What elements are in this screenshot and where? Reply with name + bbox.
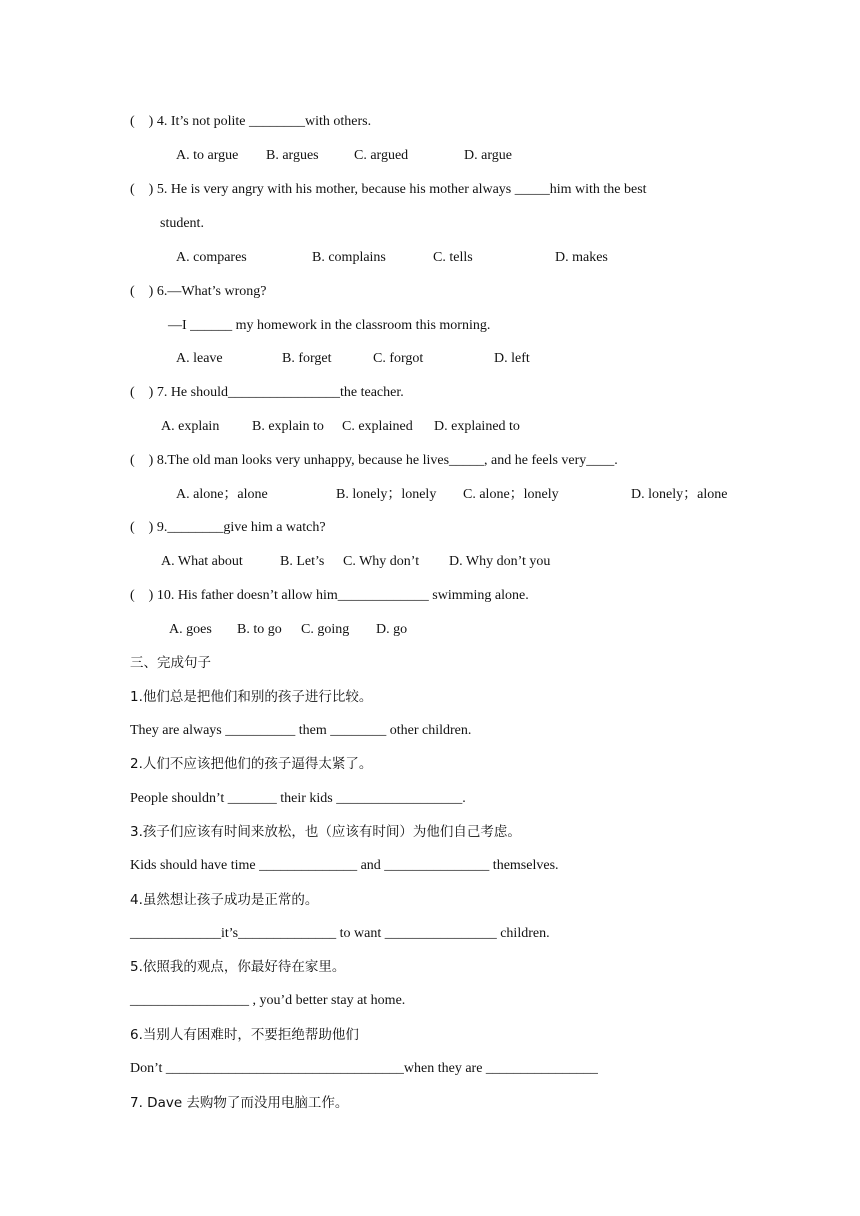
question-4-stem: ( ) 4. It’s not polite ________with others. bbox=[130, 114, 372, 129]
option-c: C. tells bbox=[433, 250, 473, 265]
option-b: B. complains bbox=[312, 250, 386, 265]
option-b: B. forget bbox=[282, 351, 332, 366]
option-d: D. go bbox=[376, 622, 408, 637]
option-a: A. leave bbox=[176, 351, 223, 366]
option-b: B. argues bbox=[266, 148, 319, 163]
option-a: A. explain bbox=[161, 419, 220, 434]
sentence-1-chinese: 1.他们总是把他们和别的孩子进行比较。 bbox=[130, 689, 373, 705]
option-b: B. explain to bbox=[252, 419, 324, 434]
question-9-stem: ( ) 9.________give him a watch? bbox=[130, 520, 326, 535]
option-d: D. Why don’t you bbox=[449, 554, 551, 569]
sentence-5-chinese: 5.依照我的观点，你最好待在家里。 bbox=[130, 959, 346, 975]
sentence-4-chinese: 4.虽然想让孩子成功是正常的。 bbox=[130, 892, 319, 908]
sentence-7-chinese: 7. Dave 去购物了而没用电脑工作。 bbox=[130, 1095, 349, 1111]
question-10-stem: ( ) 10. His father doesn’t allow him_____________ swimming alone. bbox=[130, 588, 529, 603]
option-d: D. lonely；alone bbox=[631, 487, 728, 502]
question-7-stem: ( ) 7. He should________________the teacher. bbox=[130, 385, 404, 400]
sentence-3-english-blank: Kids should have time ______________ and _______________ themselves. bbox=[130, 858, 559, 873]
option-d: D. explained to bbox=[434, 419, 520, 434]
option-c: C. going bbox=[301, 622, 350, 637]
sentence-4-english-blank: _____________it’s______________ to want ________________ children. bbox=[130, 926, 550, 941]
option-a: A. to argue bbox=[176, 148, 239, 163]
question-5-stem-continued: student. bbox=[160, 216, 204, 231]
option-c: C. explained bbox=[342, 419, 413, 434]
question-6-stem: ( ) 6.—What’s wrong? bbox=[130, 284, 267, 299]
option-c: C. forgot bbox=[373, 351, 424, 366]
option-b: B. to go bbox=[237, 622, 282, 637]
option-d: D. argue bbox=[464, 148, 512, 163]
sentence-6-chinese: 6.当别人有困难时，不要拒绝帮助他们 bbox=[130, 1027, 359, 1043]
question-8-stem: ( ) 8.The old man looks very unhappy, because he lives_____, and he feels very____. bbox=[130, 453, 618, 468]
option-d: D. makes bbox=[555, 250, 608, 265]
option-d: D. left bbox=[494, 351, 530, 366]
option-c: C. argued bbox=[354, 148, 409, 163]
option-c: C. alone；lonely bbox=[463, 487, 559, 502]
option-b: B. lonely；lonely bbox=[336, 487, 437, 502]
option-a: A. What about bbox=[161, 554, 243, 569]
sentence-5-english-blank: _________________ , you’d better stay at home. bbox=[130, 993, 406, 1008]
section-3-heading: 三、完成句子 bbox=[130, 655, 211, 671]
option-a: A. alone；alone bbox=[176, 487, 268, 502]
question-5-stem: ( ) 5. He is very angry with his mother, because his mother always _____him with the best bbox=[130, 182, 647, 197]
sentence-2-english-blank: People shouldn’t _______ their kids __________________. bbox=[130, 791, 466, 806]
sentence-1-english-blank: They are always __________ them ________ other children. bbox=[130, 723, 472, 738]
sentence-2-chinese: 2.人们不应该把他们的孩子逼得太紧了。 bbox=[130, 756, 373, 772]
option-a: A. compares bbox=[176, 250, 247, 265]
option-b: B. Let’s bbox=[280, 554, 325, 569]
question-6-dialogue: —I ______ my homework in the classroom this morning. bbox=[168, 318, 491, 333]
option-a: A. goes bbox=[169, 622, 212, 637]
sentence-3-chinese: 3.孩子们应该有时间来放松，也（应该有时间）为他们自己考虑。 bbox=[130, 824, 521, 840]
sentence-6-english-blank: Don’t __________________________________when they are ________________ bbox=[130, 1061, 598, 1076]
option-c: C. Why don’t bbox=[343, 554, 420, 569]
